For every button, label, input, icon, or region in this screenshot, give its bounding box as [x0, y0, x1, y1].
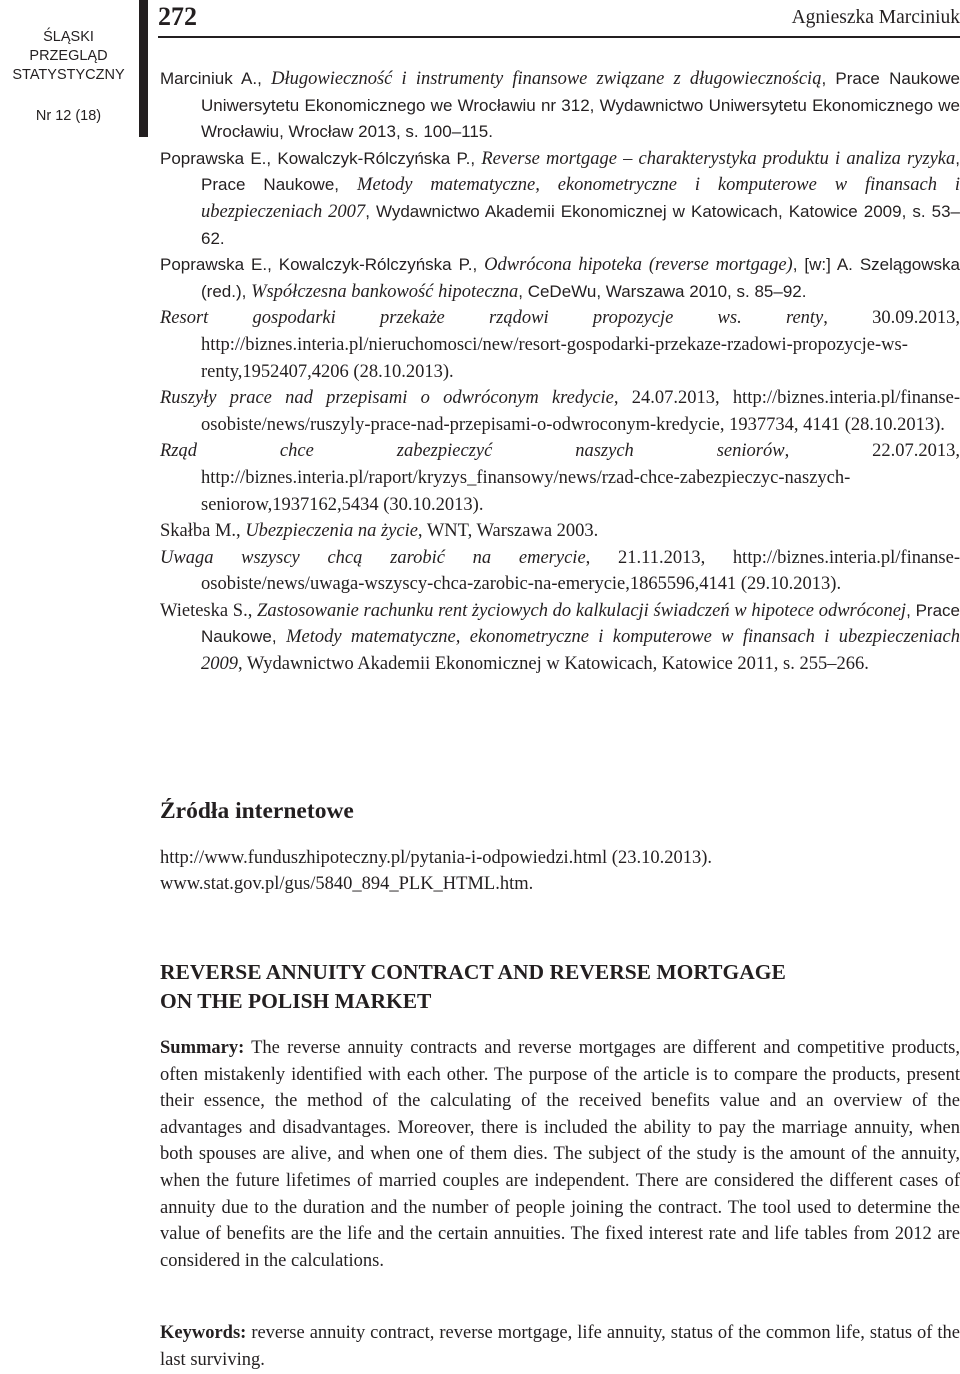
- internet-sources-heading: Źródła internetowe: [160, 798, 354, 824]
- journal-name-line: PRZEGLĄD: [29, 48, 108, 64]
- reference-entry: [160, 598, 960, 678]
- reference-text: , Prace Naukowe,: [201, 600, 960, 647]
- keywords-text: reverse annuity contract, reverse mortgage, life annuity, status of the common life, status of the last surviving.: [160, 1323, 960, 1370]
- reference-title: Ruszyły prace nad przepisami o odwróconym kredycie: [160, 388, 614, 409]
- summary-label: Summary:: [160, 1038, 245, 1058]
- reference-title: Reverse mortgage – charakterystyka produktu i analiza ryzyka: [481, 148, 956, 169]
- reference-text: Marciniuk A.,: [160, 69, 272, 88]
- journal-name-line: STATYSTYCZNY: [12, 67, 125, 83]
- reference-entry: [160, 518, 960, 545]
- page-number: 272: [158, 2, 197, 31]
- internet-sources-list: [160, 845, 712, 897]
- reference-title: Metody matematyczne, ekonometryczne i komputerowe w finansach i ubezpieczeniach 2009: [201, 627, 960, 675]
- header-rule: [158, 36, 960, 38]
- reference-text: Wieteska S.,: [160, 600, 258, 621]
- reference-text: , CeDeWu, Warszawa 2010, s. 85‒92.: [518, 281, 807, 301]
- reference-text: , 30.09.2013, http://biznes.interia.pl/nieruchomosci/new/resort-gospodarki-przekaze-rzadowi-propozycje-ws-renty,1952407,4206 (28.10.2013).: [201, 308, 960, 382]
- reference-text: Poprawska E., Kowalczyk-Rólczyńska P.,: [160, 255, 485, 275]
- reference-text: Skałba M.,: [160, 521, 246, 542]
- reference-title: Metody matematyczne, ekonometryczne i komputerowe w finansach i ubezpieczeniach 2007: [201, 175, 960, 222]
- reference-text: , 21.11.2013, http://biznes.interia.pl/finanse-osobiste/news/uwaga-wszyscy-chca-zarobic-na-emerycie,1865596,4141 (29.10.2013).: [201, 547, 960, 595]
- reference-entry: [160, 66, 960, 146]
- english-title: [160, 958, 786, 1016]
- keywords-label: Keywords:: [160, 1323, 247, 1343]
- running-head-author: Agnieszka Marciniuk: [791, 7, 960, 28]
- reference-text: , 22.07.2013, http://biznes.interia.pl/raport/kryzys_finansowy/news/rzad-chce-zabezpieczyc-naszych-seniorow,1937162,5434 (30.10.2013).: [201, 441, 960, 515]
- reference-text: , 24.07.2013, http://biznes.interia.pl/finanse-osobiste/news/ruszyly-prace-nad-przepisami-o-odwroconym-kredycie, 1937734, 4141 (28.10.2013).: [201, 388, 960, 435]
- reference-text: , [w:] A. Szelągowska (red.),: [201, 255, 960, 301]
- reference-title: Długowieczność i instrumenty finansowe związane z długowiecznością: [271, 69, 822, 89]
- reference-entry: [160, 146, 960, 252]
- reference-entry: [160, 385, 960, 438]
- sidebar-bar: [139, 0, 148, 137]
- reference-text: Poprawska E., Kowalczyk-Rólczyńska P.,: [160, 148, 482, 168]
- journal-name-line: ŚLĄSKI: [43, 29, 94, 45]
- keywords-paragraph: [160, 1320, 960, 1373]
- references-list: [160, 66, 960, 678]
- reference-entry: [160, 545, 960, 598]
- english-title-line: REVERSE ANNUITY CONTRACT AND REVERSE MORTGAGE: [160, 960, 786, 984]
- reference-title: Ubezpieczenia na życie: [245, 521, 418, 542]
- reference-entry: [160, 438, 960, 518]
- issue-number: Nr 12 (18): [35, 108, 102, 124]
- internet-source-item: www.stat.gov.pl/gus/5840_894_PLK_HTML.htm.: [160, 874, 534, 894]
- reference-title: Odwrócona hipoteka (reverse mortgage): [484, 255, 793, 276]
- reference-text: , Prace Naukowe,: [201, 148, 960, 195]
- reference-text: , WNT, Warszawa 2003.: [417, 521, 599, 542]
- reference-title: Uwaga wszyscy chcą zarobić na emerycie: [160, 547, 586, 568]
- reference-title: Resort gospodarki przekaże rządowi propozycje ws. renty: [160, 308, 824, 329]
- reference-title: Współczesna bankowość hipoteczna: [251, 281, 519, 302]
- reference-text: , Prace Naukowe Uniwersytetu Ekonomicznego we Wrocławiu nr 312, Wydawnictwo Uniwersytetu Ekonomicznego we Wrocławiu, Wrocław 2013, s. 100‒115.: [201, 69, 960, 142]
- reference-text: , Wydawnictwo Akademii Ekonomicznej w Katowicach, Katowice 2011, s. 255‒266.: [238, 654, 869, 675]
- summary-paragraph: [160, 1035, 960, 1274]
- internet-source-item: http://www.funduszhipoteczny.pl/pytania-i-odpowiedzi.html (23.10.2013).: [160, 848, 712, 868]
- english-title-line: ON THE POLISH MARKET: [160, 989, 432, 1013]
- journal-sidebar: [0, 28, 137, 126]
- reference-text: , Wydawnictwo Akademii Ekonomicznej w Katowicach, Katowice 2009, s. 53‒62.: [201, 201, 960, 248]
- reference-entry: [160, 252, 960, 305]
- reference-title: Zastosowanie rachunku rent życiowych do kalkulacji świadczeń w hipotece odwróconej: [257, 600, 907, 621]
- summary-text: The reverse annuity contracts and reverse mortgages are different and competitive products, often mistakenly identified with each other. The purpose of the article is to compare the products, present their essence, the method of the calculating of the received benefits value and an overview of the advantages and disadvantages. Moreover, there is included the ability to pay the marriage annuity, when both spouses are alive, and when one of them dies. The subject of the study is the amount of the annuity, when the future lifetimes of married couples are independent. There are considered the different cases of annuity due to the duration and the number of people joining the contract. The tool used to determine the value of benefits are the life and the certain annuities. The fixed interest rate and life tables from 2012 are considered in the calculations.: [160, 1038, 960, 1271]
- reference-title: Rząd chce zabezpieczyć naszych seniorów: [160, 441, 785, 462]
- reference-entry: [160, 305, 960, 385]
